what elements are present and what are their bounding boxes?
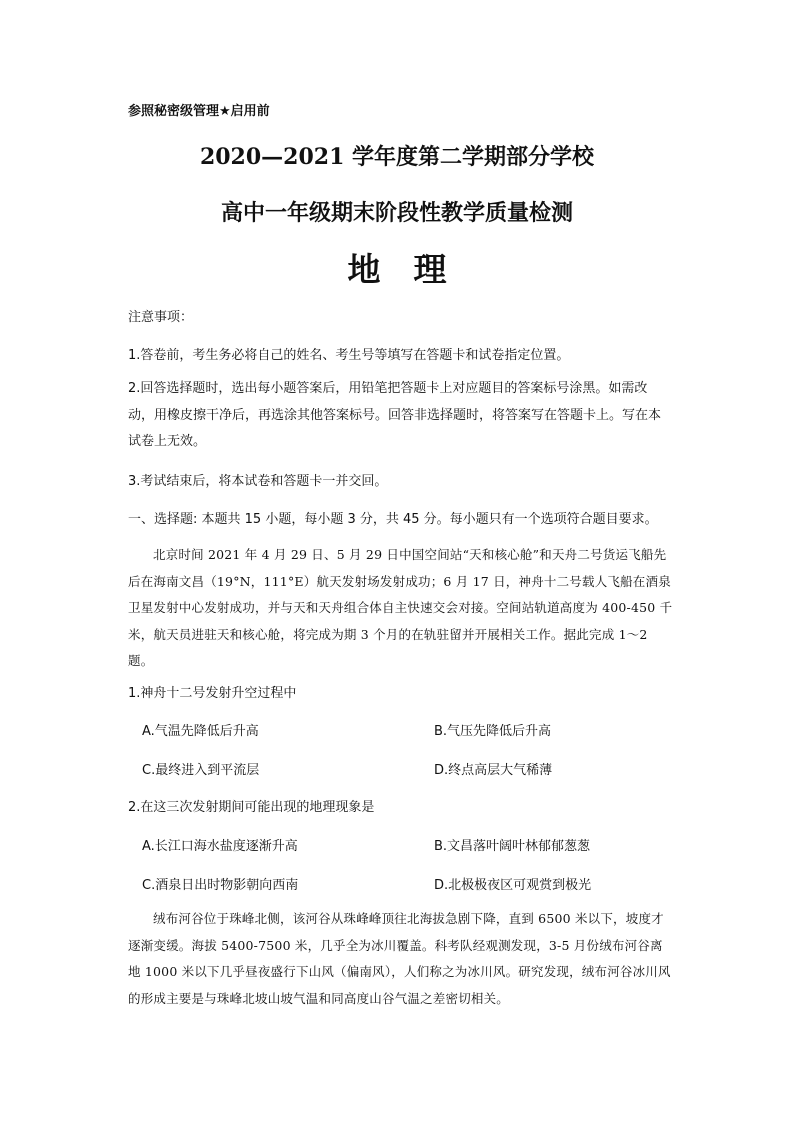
question-1-stem: 1.神舟十二号发射升空过程中 — [128, 686, 297, 701]
exam-title-line1: 2020—2021 学年度第二学期部分学校 — [199, 144, 595, 170]
question-1-option-b: B.气压先降低后升高 — [434, 724, 552, 739]
confidential-label: 参照秘密级管理★启用前 — [128, 104, 270, 119]
notice-item-1: 1.答卷前，考生务必将自己的姓名、考生号等填写在答题卡和试卷指定位置。 — [128, 348, 570, 363]
question-1-option-a: A.气温先降低后升高 — [142, 724, 259, 739]
passage-2: 绒布河谷位于珠峰北侧，该河谷从珠峰峰顶往北海拔急剧下降，直到 6500 米以下，坡度才逐渐变缓。海拔 5400-7500 米，几乎全为冰川覆盖。科考队经观测发现，3-5 月份绒布河谷离地 1000 米以下几乎昼夜盛行下山风（偏南风），人们称之为冰川风。研究发现，绒布河谷冰川风的形成主要是与珠峰北坡山坡气温和同高度山谷气温之差密切相关。 — [128, 911, 671, 1006]
notice-item-2: 2.回答选择题时，选出每小题答案后，用铅笔把答题卡上对应题目的答案标号涂黑。如需改动，用橡皮擦干净后，再选涂其他答案标号。回答非选择题时，将答案写在答题卡上。写在本试卷上无效。 — [128, 381, 662, 449]
question-2-stem: 2.在这三次发射期间可能出现的地理现象是 — [128, 800, 375, 815]
question-2-option-a: A.长江口海水盐度逐渐升高 — [142, 839, 298, 854]
question-2-option-b: B.文昌落叶阔叶林郁郁葱葱 — [434, 839, 591, 854]
question-2-option-c: C.酒泉日出时物影朝向西南 — [142, 878, 299, 893]
notice-heading: 注意事项： — [128, 310, 194, 325]
question-2-option-d: D.北极极夜区可观赏到极光 — [434, 878, 592, 893]
exam-title-line2: 高中一年级期末阶段性教学质量检测 — [220, 200, 573, 226]
subject-title: 地 理 — [347, 250, 447, 289]
passage-1: 北京时间 2021 年 4 月 29 日、5 月 29 日中国空间站“天和核心舱”和天舟二号货运飞船先后在海南文昌（19°N，111°E）航天发射场发射成功；6 月 17 日，神舟十二号载人飞船在酒泉卫星发射中心发射成功，并与天和天舟组合体自主快速交会对接。空间站轨道高度为 400-450 千米，航天员进驻天和核心舱，将完成为期 3 个月的在轨驻留并开展相关工作。据此完成 1～2 题。 — [128, 547, 673, 668]
notice-item-3: 3.考试结束后，将本试卷和答题卡一并交回。 — [128, 474, 388, 489]
section-heading: 一、选择题: 本题共 15 小题，每小题 3 分，共 45 分。每小题只有一个选项符合题目要求。 — [128, 512, 658, 527]
question-1-option-d: D.终点高层大气稀薄 — [434, 763, 553, 778]
question-1-option-c: C.最终进入到平流层 — [142, 763, 260, 778]
